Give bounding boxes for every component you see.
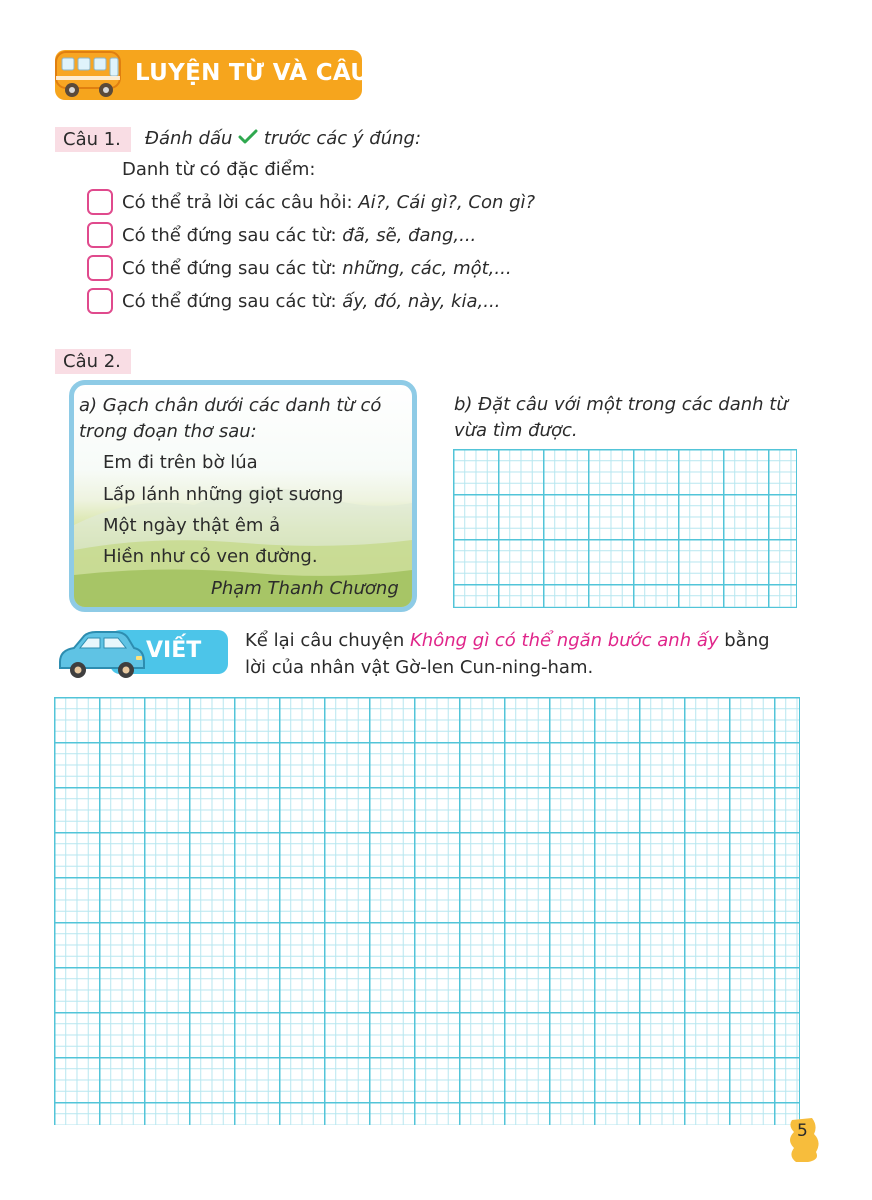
option-1-text: Có thể trả lời các câu hỏi: bbox=[122, 192, 359, 213]
viet-prompt-after: bằng bbox=[718, 630, 770, 651]
instruction-after: trước các ý đúng: bbox=[263, 128, 422, 149]
viet-prompt-line-1 bbox=[245, 630, 770, 651]
option-4-examples: ấy, đó, này, kia,... bbox=[342, 291, 501, 312]
option-4-text: Có thể đứng sau các từ: bbox=[122, 291, 343, 312]
option-4-checkbox[interactable] bbox=[87, 288, 113, 314]
option-2-text: Có thể đứng sau các từ: bbox=[122, 225, 343, 246]
part-a-instruction-line-1: a) Gạch chân dưới các danh từ có bbox=[79, 395, 382, 416]
story-title: Không gì có thể ngăn bước anh ấy bbox=[409, 630, 719, 651]
question-2-label: Câu 2. bbox=[55, 349, 131, 374]
part-a-instruction-line-2: trong đoạn thơ sau: bbox=[79, 421, 257, 442]
option-3-examples: những, các, một,... bbox=[342, 258, 512, 279]
question-1-intro: Danh từ có đặc điểm: bbox=[122, 159, 316, 180]
viet-section-title: VIẾT bbox=[146, 638, 202, 663]
part-b-writing-grid[interactable] bbox=[453, 449, 797, 608]
option-2-examples: đã, sẽ, đang,... bbox=[342, 225, 477, 246]
page-number: 5 bbox=[797, 1121, 808, 1141]
viet-prompt-before: Kể lại câu chuyện bbox=[245, 630, 410, 651]
car-icon bbox=[54, 628, 146, 682]
writing-grid[interactable] bbox=[54, 697, 800, 1125]
option-4 bbox=[122, 291, 500, 312]
viet-prompt-line-2: lời của nhân vật Gờ-len Cun-ning-ham. bbox=[245, 657, 594, 678]
option-1 bbox=[122, 192, 535, 213]
option-1-checkbox[interactable] bbox=[87, 189, 113, 215]
poem-line-3: Một ngày thật êm ả bbox=[103, 515, 281, 536]
poem-line-1: Em đi trên bờ lúa bbox=[103, 452, 258, 473]
section-title: LUYỆN TỪ VÀ CÂU bbox=[135, 60, 370, 86]
part-b-instruction-line-2: vừa tìm được. bbox=[454, 420, 578, 441]
check-icon bbox=[238, 129, 258, 145]
part-b-instruction-line-1: b) Đặt câu với một trong các danh từ bbox=[454, 394, 788, 415]
poem-author: Phạm Thanh Chương bbox=[211, 578, 399, 599]
option-3-text: Có thể đứng sau các từ: bbox=[122, 258, 343, 279]
option-3 bbox=[122, 258, 512, 279]
option-3-checkbox[interactable] bbox=[87, 255, 113, 281]
option-2-checkbox[interactable] bbox=[87, 222, 113, 248]
poem-line-4: Hiền như cỏ ven đường. bbox=[103, 546, 318, 567]
option-1-examples: Ai?, Cái gì?, Con gì? bbox=[358, 192, 536, 213]
question-1-instruction bbox=[145, 128, 421, 149]
poem-line-2: Lấp lánh những giọt sương bbox=[103, 484, 344, 505]
question-1-label: Câu 1. bbox=[55, 127, 131, 152]
instruction-before: Đánh dấu bbox=[145, 128, 233, 149]
bus-icon bbox=[52, 48, 132, 104]
option-2 bbox=[122, 225, 476, 246]
